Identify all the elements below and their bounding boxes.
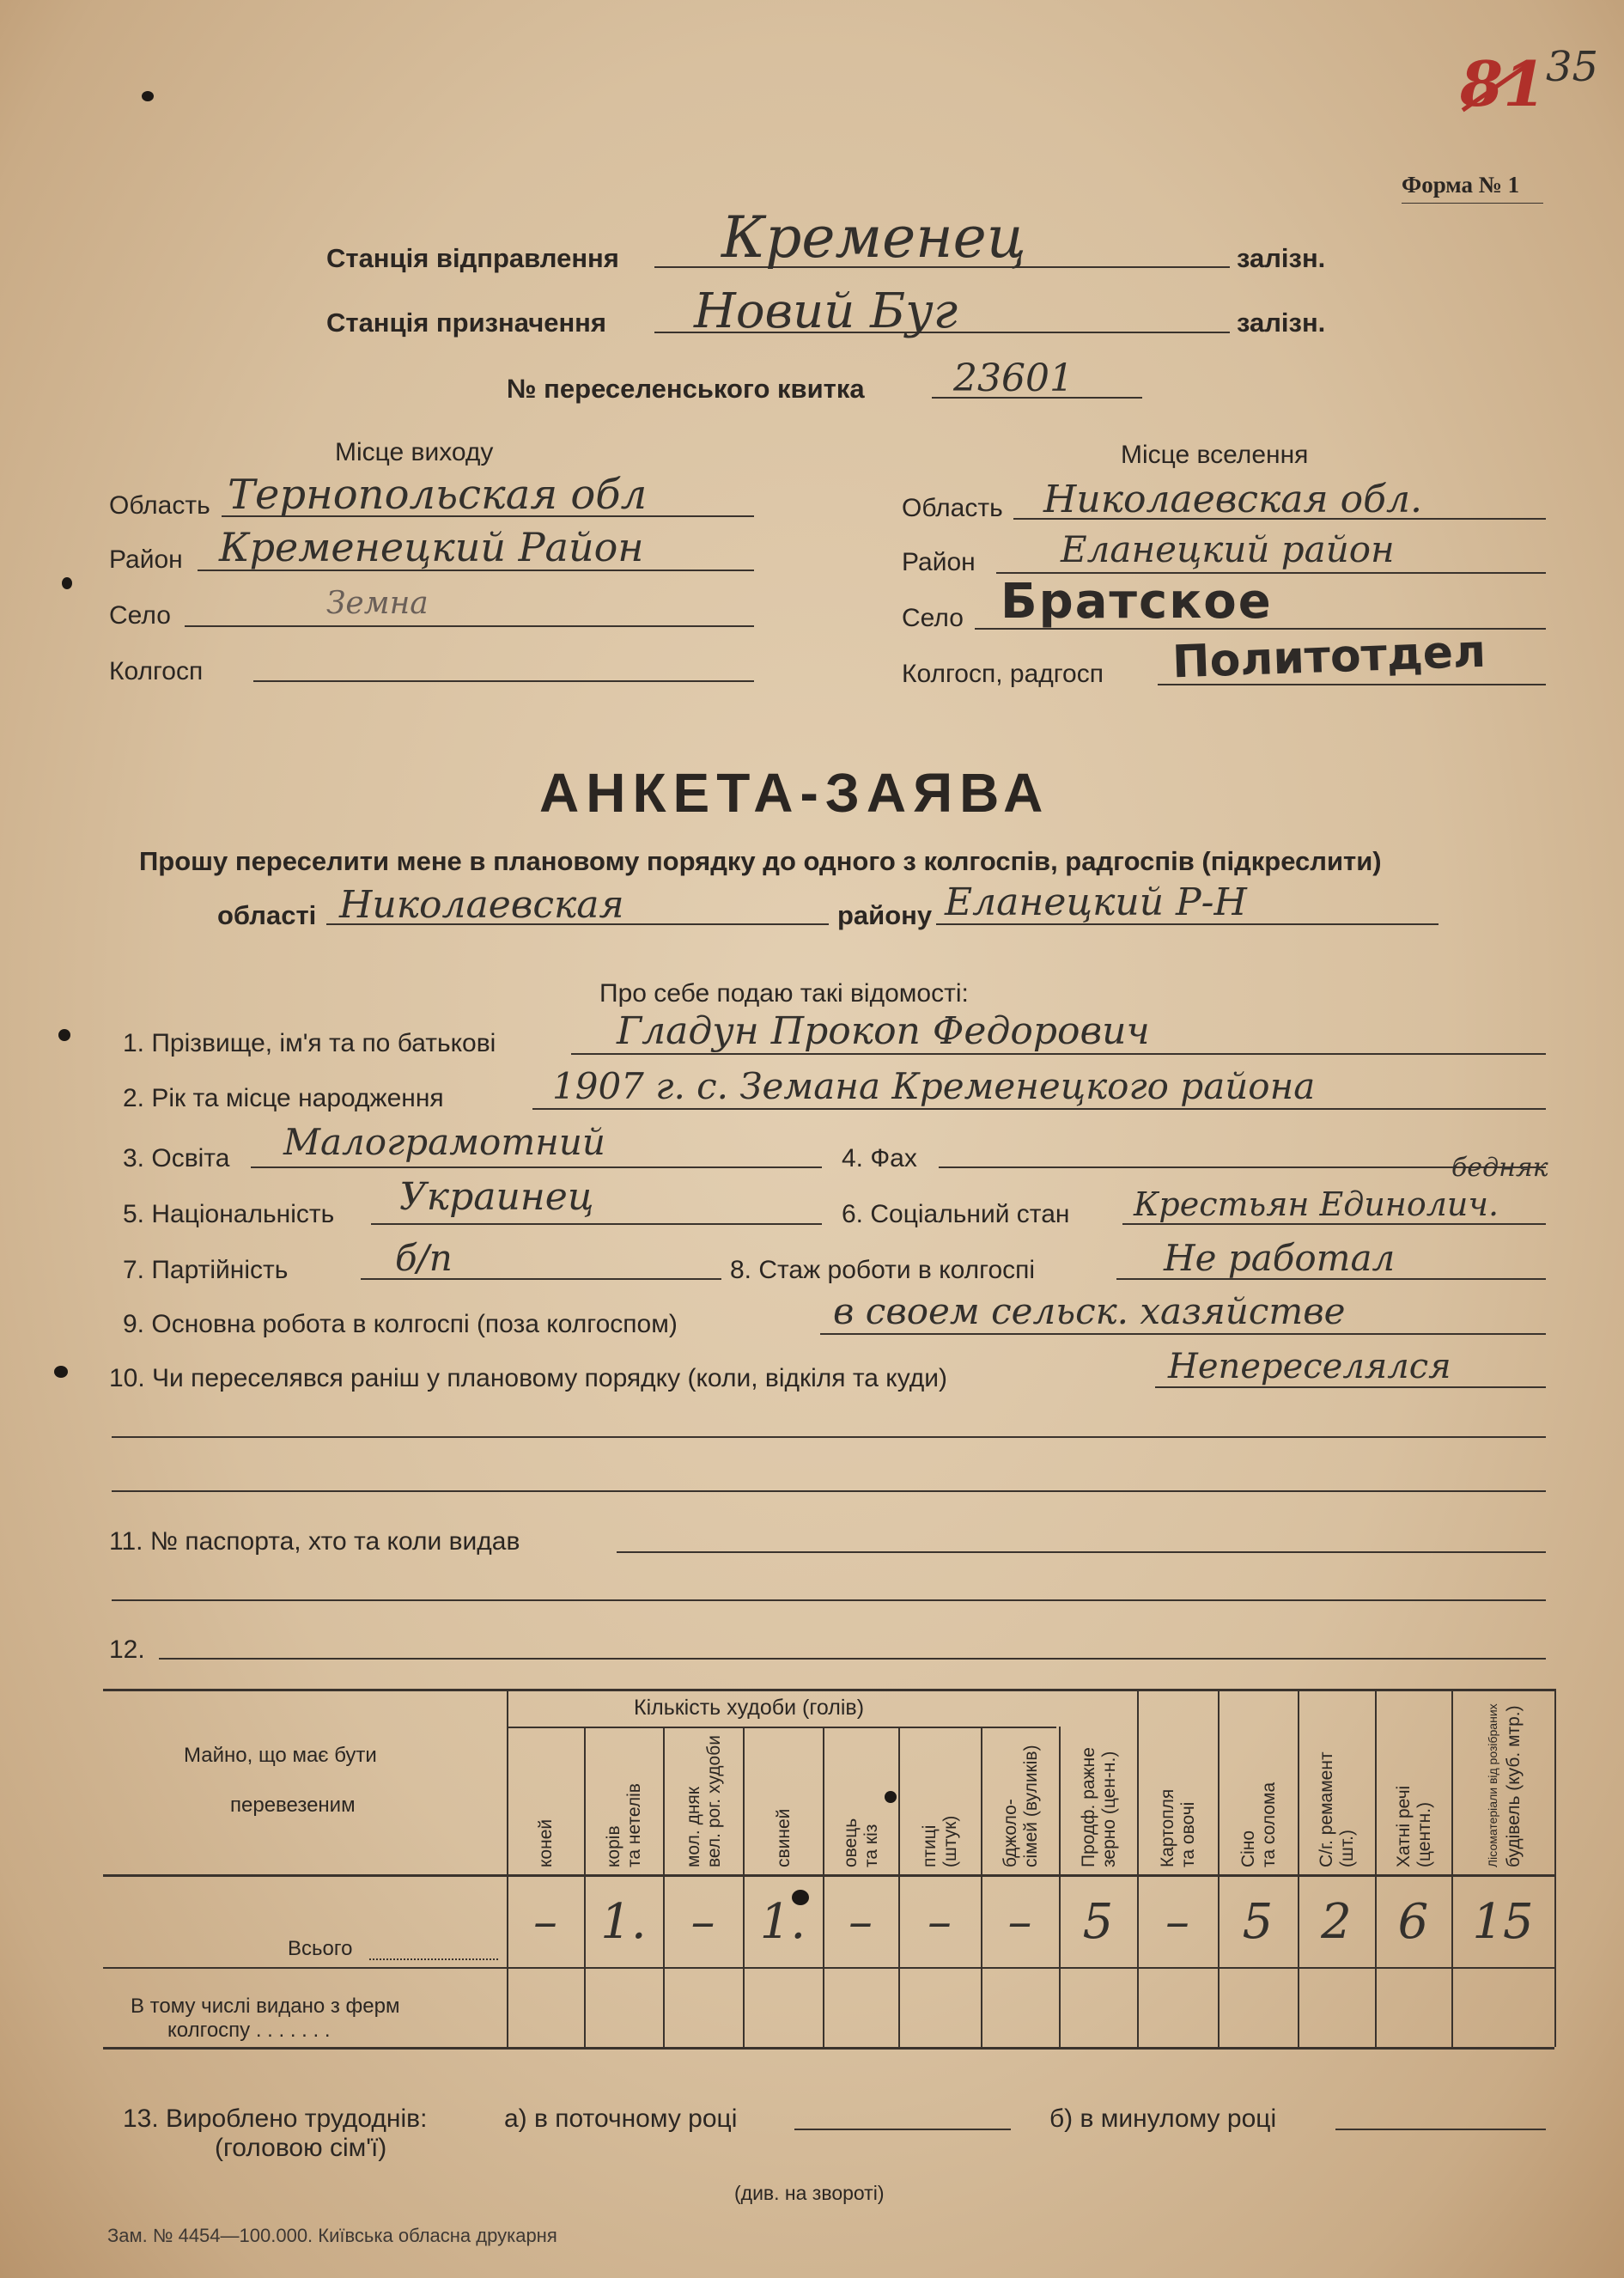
total-value-6: – xyxy=(928,1894,952,1950)
total-value-9: – xyxy=(1165,1894,1189,1950)
total-value-10: 5 xyxy=(1242,1894,1274,1950)
request-oblast-label: області xyxy=(217,900,317,930)
dest-title: Місце вселення xyxy=(1121,441,1309,469)
item-8-value: Не работал xyxy=(1164,1237,1396,1279)
request-raion-label: району xyxy=(837,900,933,930)
column-header-12-sub: (центн.) xyxy=(1414,1801,1434,1867)
column-header-4: свиней xyxy=(773,1808,794,1867)
item-6-label: 6. Соціальний стан xyxy=(842,1200,1070,1228)
item-5-label: 5. Національність xyxy=(123,1200,335,1228)
table-bottom-rule xyxy=(103,2047,1554,2050)
column-header-11-sub: (шт.) xyxy=(1337,1830,1357,1867)
column-header-6-sub: (штук) xyxy=(940,1815,960,1867)
column-header-1: коней xyxy=(536,1818,556,1867)
column-header-5: овець xyxy=(841,1818,861,1867)
item-9-value: в своем сельск. хазяйстве xyxy=(833,1290,1346,1332)
column-header-9: Картопля xyxy=(1158,1788,1177,1867)
item-4-label: 4. Фах xyxy=(842,1144,917,1172)
column-header-3-sub: вел. рог. худоби xyxy=(703,1735,724,1867)
farm-row-label-1: В тому числі видано з ферм xyxy=(131,1995,400,2018)
column-header-7: бджоло- xyxy=(1000,1799,1020,1867)
item-10-blank-line-1 xyxy=(112,1436,1546,1438)
dest-oblast-label: Область xyxy=(902,494,1003,522)
origin-oblast-label: Область xyxy=(109,491,210,520)
departure-station-label: Станція відправлення xyxy=(326,243,619,273)
ink-dot xyxy=(885,1791,897,1803)
origin-raion-label: Район xyxy=(109,545,183,574)
column-header-13: Лісоматеріали від розібраних xyxy=(1486,1703,1499,1867)
column-header-6: птиці xyxy=(920,1824,940,1867)
total-value-2: 1. xyxy=(600,1894,647,1950)
column-header-10-sub: та солома xyxy=(1258,1782,1279,1867)
ticket-number-value: 23601 xyxy=(953,356,1074,400)
table-column-rule xyxy=(507,1689,508,2047)
departure-station-suffix: залізн. xyxy=(1237,243,1326,273)
table-column-rule xyxy=(1059,1727,1061,2047)
total-value-13: 15 xyxy=(1472,1894,1534,1950)
total-value-11: 2 xyxy=(1321,1894,1352,1950)
column-header-9-sub: та овочі xyxy=(1178,1801,1198,1867)
column-header-11: С/г. ремамент xyxy=(1317,1751,1336,1867)
origin-selo-value: Земна xyxy=(326,586,429,621)
origin-oblast-value: Тернопольская обл xyxy=(228,471,648,519)
livestock-header-rule xyxy=(507,1727,1056,1728)
item-6-line xyxy=(1122,1223,1546,1225)
ink-dot xyxy=(54,1366,68,1378)
ink-dot xyxy=(58,1029,70,1041)
form-number: Форма № 1 xyxy=(1402,172,1520,198)
item-12-label: 12. xyxy=(109,1635,145,1664)
table-column-rule xyxy=(1554,1689,1556,2047)
total-value-5: – xyxy=(848,1894,873,1950)
item-2-value: 1907 г. с. Земана Кременецкого района xyxy=(552,1065,1316,1107)
ink-dot xyxy=(142,91,154,101)
dest-raion-label: Район xyxy=(902,548,976,576)
archive-number-old: 81 xyxy=(1460,47,1547,120)
origin-selo-line xyxy=(185,625,754,627)
item-6-note: бедняк xyxy=(1451,1153,1548,1183)
column-header-8-sub: зерно (цен-н.) xyxy=(1098,1751,1119,1867)
table-column-rule xyxy=(1137,1689,1139,2047)
table-column-rule xyxy=(898,1727,900,2047)
request-line: Прошу переселити мене в плановому порядку до одного з колгоспів, радгоспів (підкреслити) xyxy=(139,846,1382,876)
total-value-4: 1. xyxy=(759,1894,806,1950)
item-3-value: Малограмотний xyxy=(283,1121,605,1163)
item-1-line xyxy=(571,1053,1546,1055)
see-back-note: (див. на звороті) xyxy=(734,2182,885,2204)
item-5-line xyxy=(371,1223,822,1225)
total-value-3: – xyxy=(690,1894,715,1950)
item-11-blank-line xyxy=(112,1599,1546,1601)
item-1-label: 1. Прізвище, ім'я та по батькові xyxy=(123,1029,496,1057)
item-12-line xyxy=(159,1658,1546,1660)
ticket-number-label: № переселенського квитка xyxy=(507,374,865,404)
request-oblast-value: Николаевская xyxy=(339,883,624,927)
item-5-value: Украинец xyxy=(399,1175,594,1219)
item-10-blank-line-2 xyxy=(112,1490,1546,1492)
form-number-underline xyxy=(1402,203,1543,204)
table-column-rule xyxy=(1298,1689,1299,2047)
column-header-10: Сіно xyxy=(1238,1830,1258,1867)
table-top-rule xyxy=(103,1689,1554,1691)
item-13-sub: (головою сім'ї) xyxy=(215,2134,387,2162)
destination-station-value: Новий Буг xyxy=(694,283,958,339)
item-10-label: 10. Чи переселявся раніш у плановому порядку (коли, відкіля та куди) xyxy=(109,1364,948,1392)
dest-selo-label: Село xyxy=(902,604,964,632)
item-8-label: 8. Стаж роботи в колгоспі xyxy=(730,1256,1036,1284)
dest-kolhosp-value: Политотдел xyxy=(1171,625,1487,689)
farm-row-label-2: колгоспу . . . . . . . xyxy=(167,2019,331,2042)
column-header-3: мол. дняк xyxy=(683,1787,703,1867)
item-9-label: 9. Основна робота в колгоспі (поза колгоспом) xyxy=(123,1310,678,1338)
table-header-rule xyxy=(103,1874,1554,1877)
item-11-label: 11. № паспорта, хто та коли видав xyxy=(109,1527,520,1556)
item-10-value: Непереселялся xyxy=(1168,1347,1451,1386)
column-header-2-sub: та нетелів xyxy=(624,1783,644,1867)
table-column-rule xyxy=(823,1727,824,2047)
archive-number-new: 35 xyxy=(1546,43,1599,91)
item-2-line xyxy=(532,1108,1546,1110)
property-header-line2: перевезеним xyxy=(230,1794,356,1817)
table-column-rule xyxy=(743,1727,745,2047)
item-11-line xyxy=(617,1551,1546,1553)
item-6-value: Крестьян Единолич. xyxy=(1134,1185,1499,1223)
total-row-leader xyxy=(369,1958,498,1960)
item-13-b-line xyxy=(1335,2129,1546,2130)
destination-station-label: Станція призначення xyxy=(326,308,606,338)
item-13-a-line xyxy=(794,2129,1011,2130)
info-header: Про себе подаю такі відомості: xyxy=(599,979,969,1008)
origin-raion-value: Кременецкий Район xyxy=(219,524,644,570)
table-column-rule xyxy=(1375,1689,1377,2047)
total-value-8: 5 xyxy=(1082,1894,1114,1950)
item-1-value: Гладун Прокоп Федорович xyxy=(617,1009,1150,1053)
dest-selo-value: Братское xyxy=(1001,574,1273,630)
item-7-value: б/п xyxy=(395,1237,453,1279)
item-13-label: 13. Вироблено трудоднів: xyxy=(123,2104,428,2133)
column-header-8: Продф. ражне xyxy=(1078,1747,1098,1867)
item-13-b-label: б) в минулому році xyxy=(1049,2104,1277,2133)
dest-oblast-value: Николаевская обл. xyxy=(1043,478,1422,521)
table-column-rule xyxy=(981,1727,982,2047)
livestock-header: Кількість худоби (голів) xyxy=(634,1696,865,1720)
ink-dot xyxy=(62,577,72,589)
table-column-rule xyxy=(663,1727,665,2047)
column-header-12: Хатні речі xyxy=(1393,1785,1414,1867)
item-2-label: 2. Рік та місце народження xyxy=(123,1084,444,1112)
dest-raion-value: Еланецкий район xyxy=(1061,528,1395,570)
item-9-line xyxy=(820,1333,1546,1335)
total-value-7: – xyxy=(1007,1894,1032,1950)
departure-station-value: Кременец xyxy=(721,204,1026,271)
table-column-rule xyxy=(1451,1689,1453,2047)
dest-kolhosp-label: Колгосп, радгосп xyxy=(902,660,1104,688)
total-value-12: 6 xyxy=(1397,1894,1429,1950)
destination-station-suffix: залізн. xyxy=(1237,308,1326,338)
table-column-rule xyxy=(584,1727,586,2047)
form-title: АНКЕТА-ЗАЯВА xyxy=(539,762,1050,824)
item-3-line xyxy=(251,1166,822,1168)
printer-imprint: Зам. № 4454—100.000. Київська обласна друкарня xyxy=(107,2225,557,2246)
total-row-label: Всього xyxy=(288,1937,353,1960)
column-header-5-sub: та кіз xyxy=(861,1824,881,1867)
origin-selo-label: Село xyxy=(109,601,171,630)
property-header-line1: Майно, що має бути xyxy=(184,1744,377,1767)
column-header-13-sub: будівель (куб. мтр.) xyxy=(1504,1705,1524,1867)
origin-kolhosp-line xyxy=(253,680,754,682)
origin-kolhosp-label: Колгосп xyxy=(109,657,204,685)
table-total-rule xyxy=(103,1967,1554,1969)
item-10-line xyxy=(1155,1386,1546,1388)
column-header-2: корів xyxy=(604,1825,623,1867)
request-raion-value: Еланецкий Р-Н xyxy=(945,880,1247,924)
column-header-7-sub: сімей (вуликів) xyxy=(1020,1745,1041,1867)
total-value-1: – xyxy=(533,1894,557,1950)
item-13-a-label: а) в поточному році xyxy=(504,2104,738,2133)
origin-title: Місце виходу xyxy=(335,438,494,466)
table-column-rule xyxy=(1218,1689,1220,2047)
item-3-label: 3. Освіта xyxy=(123,1144,230,1172)
item-7-label: 7. Партійність xyxy=(123,1256,289,1284)
